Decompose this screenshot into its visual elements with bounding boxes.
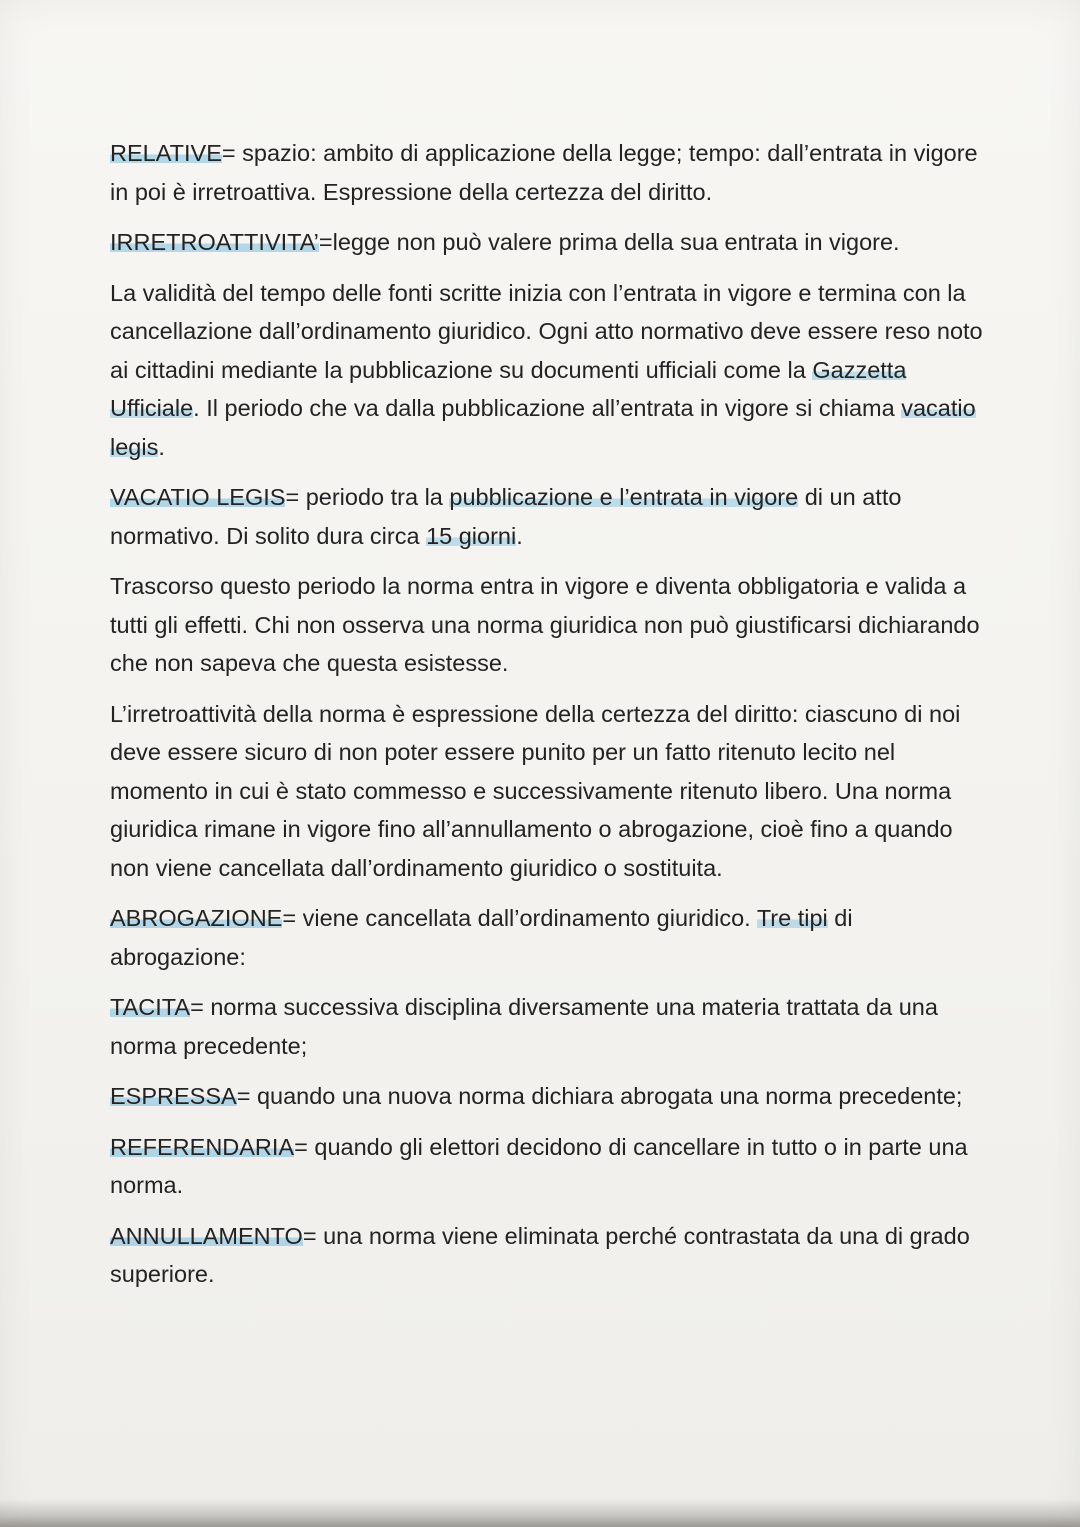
vacatio-text-c: . [516,522,523,549]
certezza-text: L’irretroattività della norma è espressione della certezza del diritto: ciascuno di noi deve essere sicuro di non poter essere punito per un fatto ritenuto lecito nel momento in cui è stato commesso e successivamente ritenuto libero. Una norma giuridica rimane in vigore fino all’annullamento o abrogazione, cioè fino a quando non viene cancellata dall’ordinamento giuridico o sostituita. [110,700,961,881]
term-referendaria: REFERENDARIA [110,1133,295,1160]
definition-espressa: = quando una nuova norma dichiara abrogata una norma precedente; [236,1083,963,1109]
highlight-gazzetta: Gazzetta Ufficiale [110,356,907,421]
paragraph-annullamento [110,1217,990,1294]
abrogazione-text-a: = viene cancellata dall’ordinamento giuridico. [282,905,757,931]
paragraph-referendaria [110,1128,990,1205]
paragraph-validita [110,274,990,467]
vacatio-text-b: di un atto normativo. Di solito dura circa [110,484,902,549]
highlight-vacatio: vacatio legis [110,395,976,460]
paper-bottom-edge [0,1499,1080,1527]
paragraph-trascorso [110,567,990,683]
paragraph-irretroattivita [110,223,990,262]
term-relative: RELATIVE [110,140,222,166]
term-tacita: TACITA [110,994,191,1020]
paragraph-tacita [110,988,990,1065]
highlight-pubblicazione: pubblicazione e l’entrata in vigore [449,484,799,510]
validita-text-c: . [158,433,165,460]
term-annullamento: ANNULLAMENTO [110,1222,303,1249]
validita-text-a: La validità del tempo delle fonti scritte inizia con l’entrata in vigore e termina con la cancellazione dall’ordinamento giuridico. Ogni atto normativo deve essere reso noto ai cittadini mediante la pubblicazione su documenti ufficiali come la [110,279,983,383]
term-abrogazione: ABROGAZIONE [110,905,283,931]
paragraph-abrogazione [110,899,990,976]
highlight-15-giorni: 15 giorni [426,522,517,549]
definition-annullamento: = una norma viene eliminata perché contrastata da una di grado superiore. [110,1222,970,1287]
validita-text-b: . Il periodo che va dalla pubblicazione all’entrata in vigore si chiama [193,395,902,421]
definition-relative: = spazio: ambito di applicazione della legge; tempo: dall’entrata in vigore in poi è irretroattiva. Espressione della certezza del diritto. [110,140,978,205]
paragraph-espressa [110,1077,990,1116]
vacatio-text-a: = periodo tra la [285,484,450,510]
definition-tacita: = norma successiva disciplina diversamente una materia trattata da una norma precedente; [110,994,938,1059]
paragraph-relative [110,134,990,211]
paragraph-vacatio-legis [110,478,990,555]
abrogazione-text-b: di abrogazione: [110,905,853,970]
term-vacatio-legis: VACATIO LEGIS [110,484,286,510]
definition-irretroattivita: =legge non può valere prima della sua entrata in vigore. [318,229,900,255]
definition-referendaria: = quando gli elettori decidono di cancellare in tutto o in parte una norma. [110,1133,968,1198]
term-espressa: ESPRESSA [110,1083,237,1109]
highlight-tre-tipi: Tre tipi [756,905,828,931]
paragraph-irretroattivita-certezza [110,695,990,888]
term-irretroattivita: IRRETROATTIVITA’ [110,229,319,255]
trascorso-text: Trascorso questo periodo la norma entra in vigore e diventa obbligatoria e valida a tutti gli effetti. Chi non osserva una norma giuridica non può giustificarsi dichiarando che non sapeva che questa esistesse. [110,573,980,676]
notes-body [110,134,990,1306]
